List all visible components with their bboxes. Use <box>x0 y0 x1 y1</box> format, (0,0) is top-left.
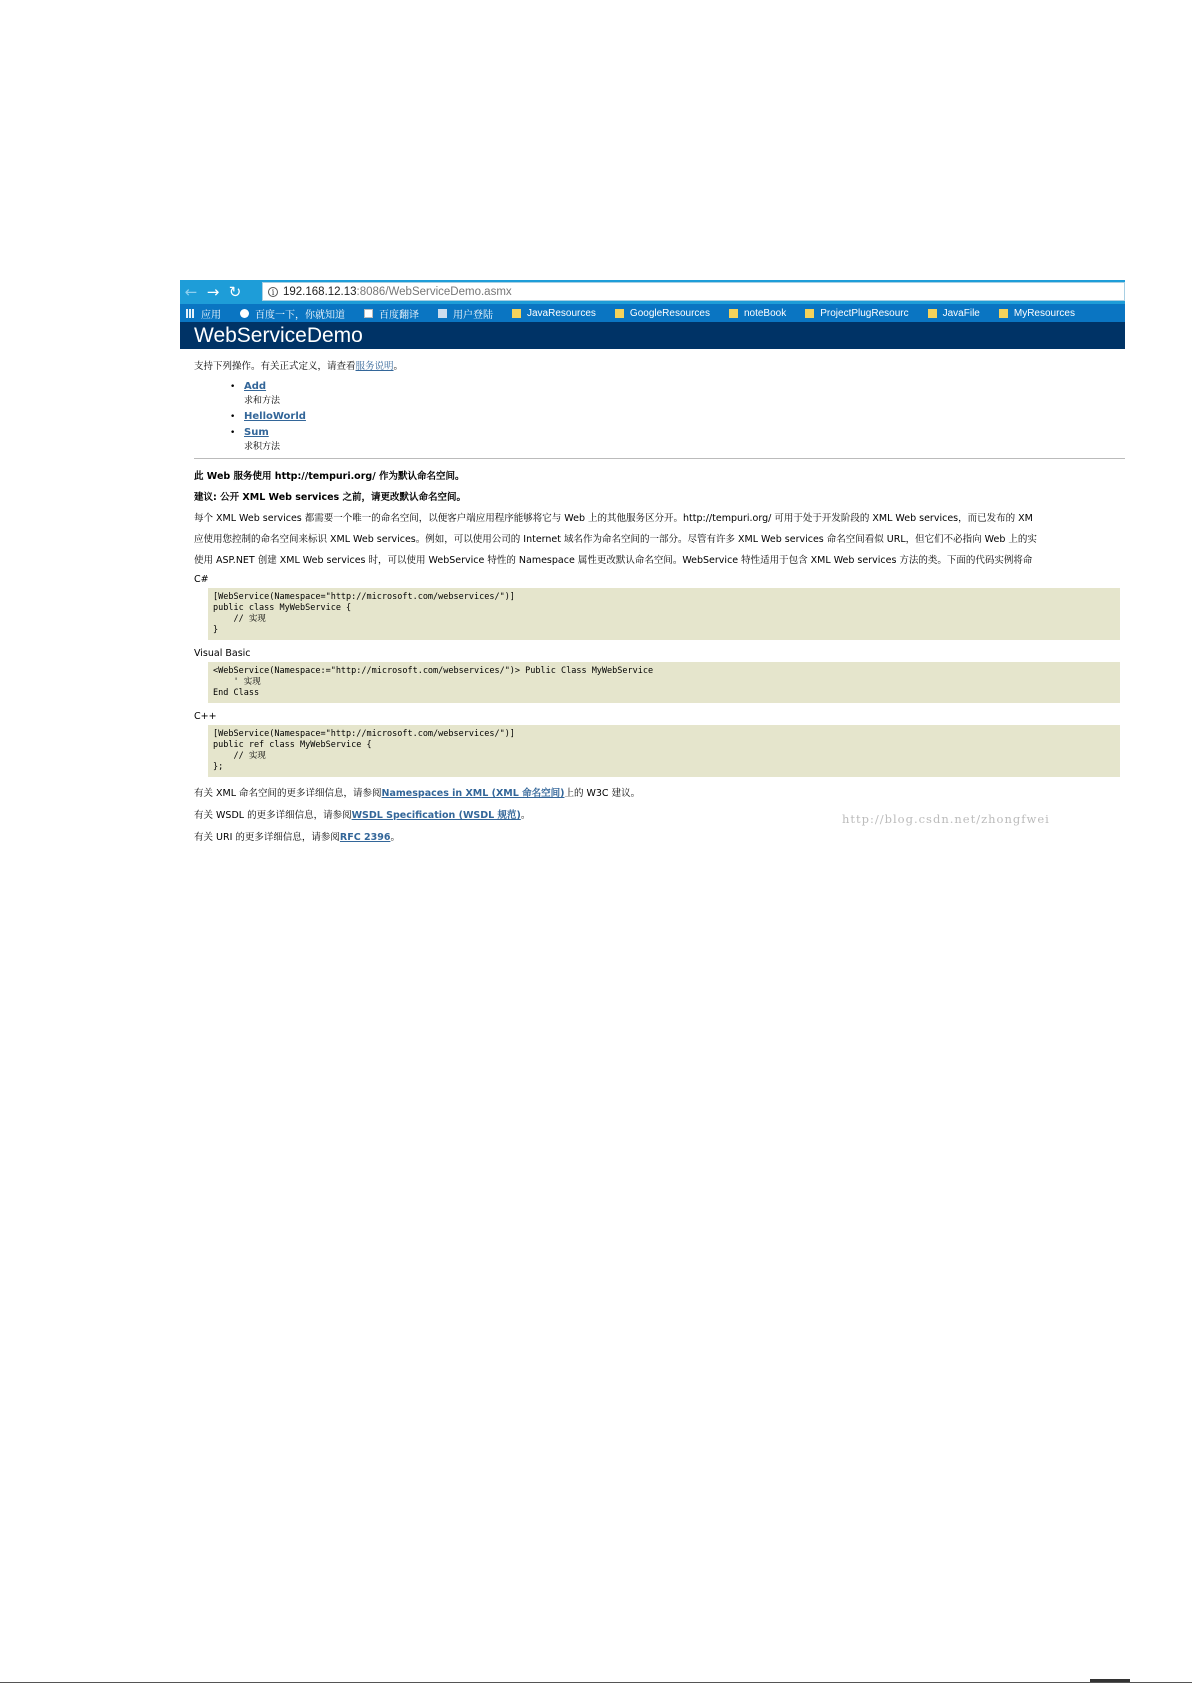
folder-icon <box>999 309 1008 318</box>
page-title: WebServiceDemo <box>180 322 1125 349</box>
uri-line <box>194 829 1125 843</box>
page-icon <box>364 309 373 318</box>
paragraph: 每个 XML Web services 都需要一个唯一的命名空间，以便客户端应用程序能够将它与 Web 上的其他服务区分开。http://tempuri.org/ 可用于处于开发阶段的 XML Web services，而已发布的 XM <box>194 513 1033 524</box>
bookmark-item[interactable] <box>723 308 786 319</box>
bullet-icon: • <box>230 382 236 392</box>
info-icon[interactable]: i <box>268 287 278 297</box>
page-bottom-rule <box>0 1682 1192 1683</box>
code-block-vb: <WebService(Namespace:="http://microsoft.com/webservices/")> Public Class MyWebService ' 实现 End Class <box>208 662 1120 703</box>
url-path: :8086/WebServiceDemo.asmx <box>356 285 512 298</box>
line-text: 有关 XML 命名空间的更多详细信息，请参阅 <box>194 788 382 799</box>
bookmark-label: GoogleResources <box>629 307 710 319</box>
operation-desc: 求积方法 <box>244 442 281 452</box>
line-text: 。 <box>390 832 400 843</box>
paragraph: 应使用您控制的命名空间来标识 XML Web services。例如，可以使用公司的 Internet 域名作为命名空间的一部分。尽管有许多 XML Web services 命名空间看似 URL，但它们不必指向 Web 上的实 <box>194 534 1037 545</box>
operation-link-add[interactable]: Add <box>244 381 267 392</box>
address-bar[interactable] <box>262 282 1125 301</box>
line-text: 有关 URI 的更多详细信息，请参阅 <box>194 832 340 843</box>
code-block-csharp: [WebService(Namespace="http://microsoft.com/webservices/")] public class MyWebService { // 实现 } <box>208 588 1120 640</box>
bookmark-label: JavaResources <box>527 307 596 319</box>
watermark: http://blog.csdn.net/zhongfwei <box>842 812 1050 826</box>
apps-icon <box>186 309 195 318</box>
bookmarks-bar <box>180 304 1125 322</box>
intro-end: 。 <box>393 361 404 372</box>
bookmark-item[interactable] <box>432 306 493 321</box>
code-block-cpp: [WebService(Namespace="http://microsoft.com/webservices/")] public ref class MyWebService { // 实现 }; <box>208 725 1120 777</box>
bullet-icon: • <box>230 412 236 422</box>
folder-icon <box>512 309 521 318</box>
service-description-link[interactable]: 服务说明 <box>355 361 394 372</box>
operation-link-helloworld[interactable]: HelloWorld <box>244 411 306 422</box>
code-lang-label: C++ <box>194 711 217 722</box>
recommendation-line: 建议: 公开 XML Web services 之前，请更改默认命名空间。 <box>194 492 467 503</box>
bookmark-item[interactable] <box>799 308 908 319</box>
folder-icon <box>928 309 937 318</box>
bookmark-label: MyResources <box>1013 307 1075 319</box>
operation-desc: 求和方法 <box>244 396 281 406</box>
line-text: 上的 W3C 建议。 <box>564 788 641 799</box>
page-content <box>194 358 1125 843</box>
list-item <box>230 381 1125 406</box>
line-text: 。 <box>520 810 531 821</box>
folder-icon <box>805 309 814 318</box>
divider <box>194 458 1125 459</box>
bullet-icon: • <box>230 428 236 438</box>
code-lang-label: Visual Basic <box>194 648 251 659</box>
paw-icon <box>240 309 249 318</box>
namespace-line: 此 Web 服务使用 http://tempuri.org/ 作为默认命名空间。 <box>194 471 465 482</box>
browser-toolbar <box>180 280 1125 304</box>
rfc-2396-link[interactable]: RFC 2396 <box>339 832 391 843</box>
bookmark-label: 百度翻译 <box>379 309 419 321</box>
xml-namespaces-link[interactable]: Namespaces in XML (XML 命名空间) <box>381 788 565 799</box>
bookmark-label: ProjectPlugResourc <box>820 307 909 319</box>
bookmark-label: 用户登陆 <box>453 309 493 321</box>
intro-line <box>194 358 1125 372</box>
bookmark-item[interactable] <box>506 308 596 319</box>
bookmark-item[interactable] <box>922 308 980 319</box>
code-lang-label: C# <box>194 574 209 585</box>
folder-icon <box>729 309 738 318</box>
paragraph: 使用 ASP.NET 创建 XML Web services 时，可以使用 WebService 特性的 Namespace 属性更改默认命名空间。WebService 特性适用于包含 XML Web services 方法的类。下面的代码实例将命 <box>194 555 1033 566</box>
bookmark-item[interactable] <box>358 306 419 321</box>
user-icon <box>438 309 447 318</box>
page-bottom-mark <box>1090 1679 1130 1682</box>
bookmark-item[interactable] <box>609 308 710 319</box>
folder-icon <box>615 309 624 318</box>
xml-namespace-line <box>194 785 1125 799</box>
bookmark-item[interactable] <box>993 308 1075 319</box>
intro-text: 支持下列操作。有关正式定义，请查看 <box>194 361 356 372</box>
line-text: 有关 WSDL 的更多详细信息，请参阅 <box>194 810 352 821</box>
reload-icon[interactable]: ↻ <box>228 283 242 301</box>
list-item <box>230 411 1125 422</box>
bookmark-label: noteBook <box>743 307 787 319</box>
bookmark-item[interactable] <box>180 306 221 321</box>
url-host: 192.168.12.13 <box>283 285 357 298</box>
wsdl-spec-link[interactable]: WSDL Specification (WSDL 规范) <box>351 810 521 821</box>
browser-screenshot <box>180 280 1125 843</box>
bookmark-item[interactable] <box>234 306 345 321</box>
operations-list <box>194 381 1125 452</box>
forward-arrow-icon[interactable]: → <box>206 283 220 301</box>
back-arrow-icon[interactable]: ← <box>184 283 198 301</box>
bookmark-label: 应用 <box>201 309 221 321</box>
list-item <box>230 427 1125 452</box>
bookmark-label: JavaFile <box>942 307 980 319</box>
operation-link-sum[interactable]: Sum <box>244 427 269 438</box>
bookmark-label: 百度一下，你就知道 <box>255 309 345 321</box>
